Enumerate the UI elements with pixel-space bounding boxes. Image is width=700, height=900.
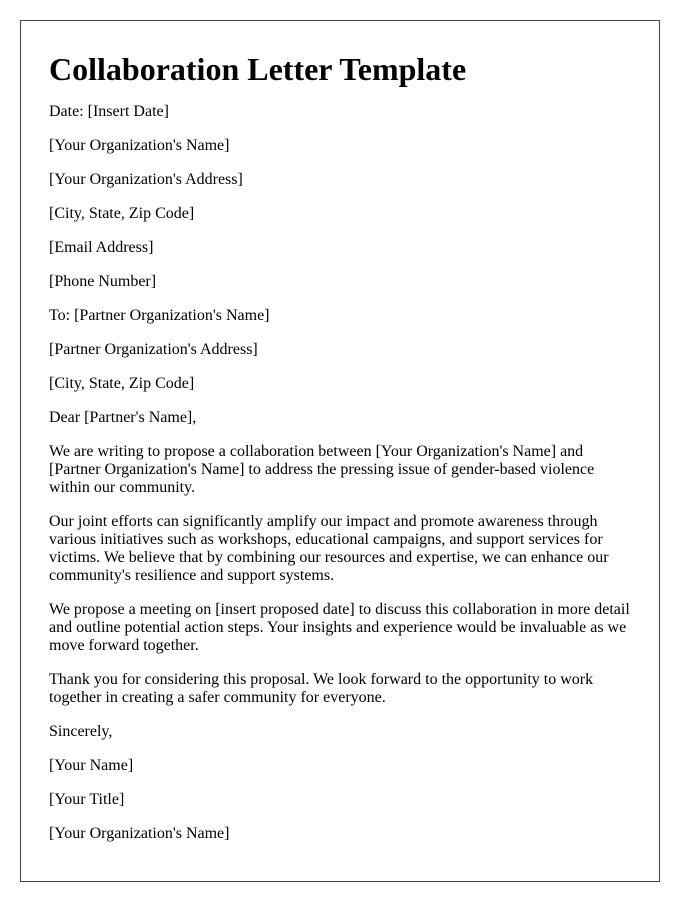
signature-title: [Your Title] — [49, 791, 125, 808]
sender-phone: [Phone Number] — [49, 273, 157, 290]
body-paragraph-3: We propose a meeting on [insert proposed date] to discuss this collaboration in more detail and outline potential action steps. Your insights and experience would be invaluable as we move forward together. — [49, 601, 630, 654]
sender-city-state-zip: [City, State, Zip Code] — [49, 205, 195, 222]
recipient-name: To: [Partner Organization's Name] — [49, 307, 270, 324]
salutation: Dear [Partner's Name], — [49, 409, 197, 426]
recipient-address: [Partner Organization's Address] — [49, 341, 258, 358]
letter-page — [20, 20, 660, 882]
signature-organization: [Your Organization's Name] — [49, 825, 230, 842]
sender-email: [Email Address] — [49, 239, 154, 256]
sender-address: [Your Organization's Address] — [49, 171, 243, 188]
signature-name: [Your Name] — [49, 757, 134, 774]
closing: Sincerely, — [49, 723, 113, 740]
sender-name: [Your Organization's Name] — [49, 137, 230, 154]
letter-date: Date: [Insert Date] — [49, 103, 169, 120]
recipient-city-state-zip: [City, State, Zip Code] — [49, 375, 195, 392]
body-paragraph-2: Our joint efforts can significantly amplify our impact and promote awareness through various initiatives such as workshops, educational campaigns, and support services for victims. We believe that by combining our resources and expertise, we can enhance our community's resilience and support systems. — [49, 513, 609, 584]
body-paragraph-4: Thank you for considering this proposal. We look forward to the opportunity to work together in creating a safer community for everyone. — [49, 671, 594, 706]
body-paragraph-1: We are writing to propose a collaboration between [Your Organization's Name] and [Partner Organization's Name] to address the pressing issue of gender-based violence within our community. — [49, 443, 595, 496]
letter-title: Collaboration Letter Template — [49, 51, 467, 87]
